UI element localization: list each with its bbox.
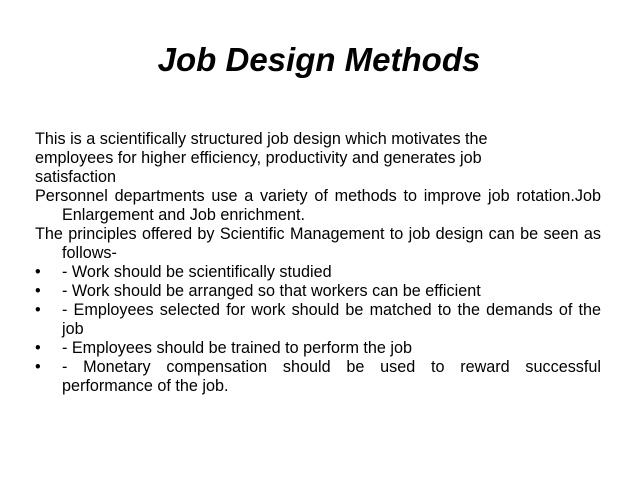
bullet-item <box>35 358 601 396</box>
bullet-dot-icon: • <box>35 282 41 300</box>
bullet-item <box>35 263 601 282</box>
slide-title: Job Design Methods <box>157 41 481 78</box>
bullet-text: - Employees should be trained to perform the job <box>62 339 413 357</box>
bullet-item <box>35 301 601 339</box>
intro-line: satisfaction <box>35 168 116 186</box>
bullet-text: - Employees selected for work should be matched to the demands of the job <box>62 301 601 338</box>
bullet-dot-icon: • <box>35 339 41 357</box>
bullet-text: - Work should be arranged so that workers can be efficient <box>62 282 481 300</box>
bullet-dot-icon: • <box>35 358 41 376</box>
intro-line: This is a scientifically structured job design which motivates the <box>35 130 488 148</box>
bullet-item <box>35 339 601 358</box>
intro-line: employees for higher efficiency, productivity and generates job <box>35 149 482 167</box>
paragraph-principles: The principles offered by Scientific Management to job design can be seen as follows- <box>35 225 601 262</box>
bullet-dot-icon: • <box>35 301 41 319</box>
bullet-text: - Monetary compensation should be used to reward successful performance of the job. <box>62 358 601 395</box>
slide-body <box>35 130 601 396</box>
bullet-text: - Work should be scientifically studied <box>62 263 332 281</box>
bullet-item <box>35 282 601 301</box>
paragraph-methods: Personnel departments use a variety of methods to improve job rotation.Job Enlargement and Job enrichment. <box>35 187 601 224</box>
bullet-dot-icon: • <box>35 263 41 281</box>
